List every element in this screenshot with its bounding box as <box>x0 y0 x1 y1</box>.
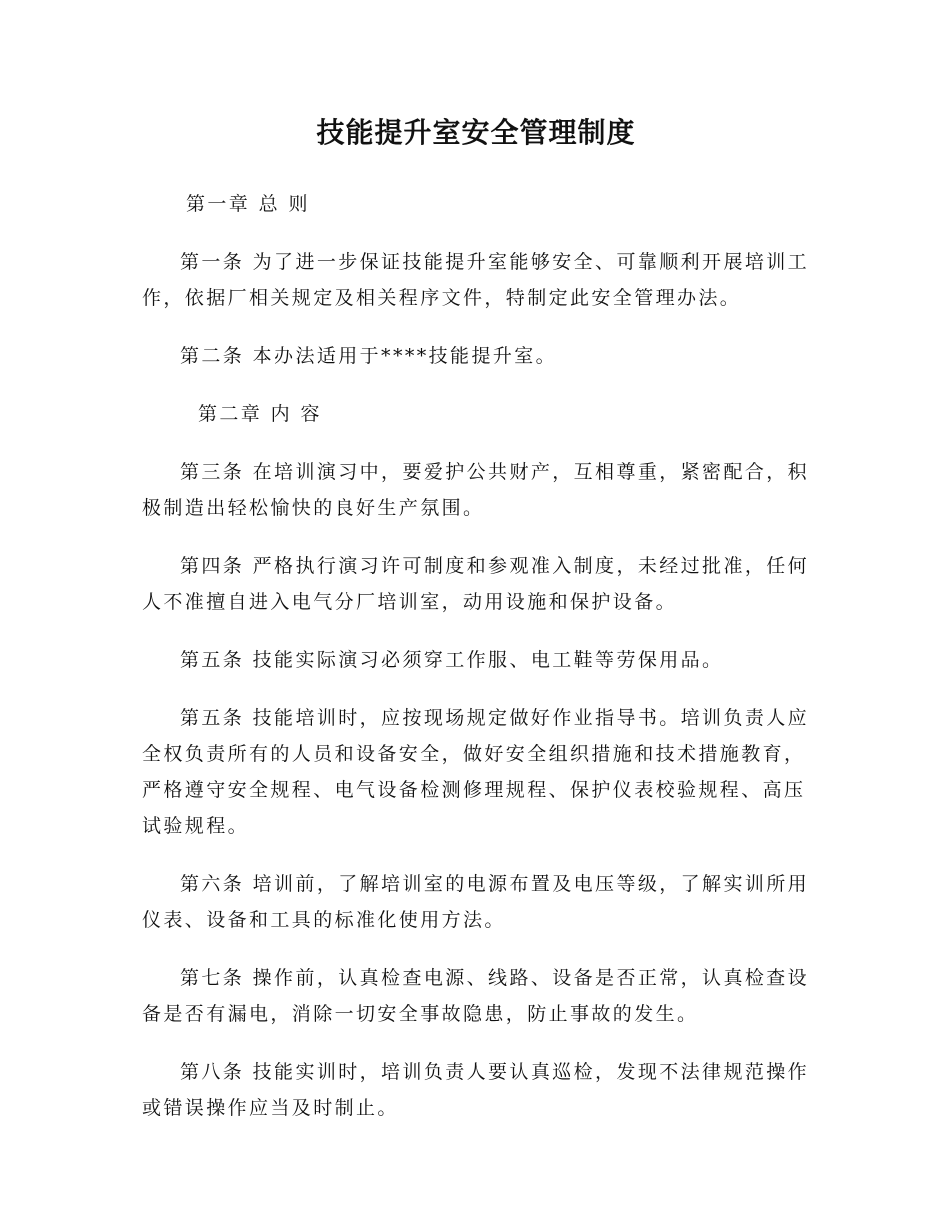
article-3: 第三条 在培训演习中，要爱护公共财产，互相尊重，紧密配合，积极制造出轻松愉快的良好生产氛围。 <box>142 461 810 519</box>
article-8: 第八条 技能实训时，培训负责人要认真巡检，发现不法律规范操作或错误操作应当及时制止。 <box>142 1061 810 1119</box>
document-title: 技能提升室安全管理制度 <box>316 116 636 149</box>
article-5b: 第五条 技能培训时，应按现场规定做好作业指导书。培训负责人应全权负责所有的人员和设备安全，做好安全组织措施和技术措施教育，严格遵守安全规程、电气设备检测修理规程、保护仪表校验规程、高压试验规程。 <box>142 707 810 837</box>
article-7: 第七条 操作前，认真检查电源、线路、设备是否正常，认真检查设备是否有漏电，消除一切安全事故隐患，防止事故的发生。 <box>142 967 810 1025</box>
chapter-heading-1: 第一章 总 则 <box>186 193 310 215</box>
article-6: 第六条 培训前，了解培训室的电源布置及电压等级，了解实训所用仪表、设备和工具的标准化使用方法。 <box>142 873 810 931</box>
article-2: 第二条 本办法适用于****技能提升室。 <box>180 345 558 367</box>
article-4: 第四条 严格执行演习许可制度和参观准入制度，未经过批准，任何人不准擅自进入电气分厂培训室，动用设施和保护设备。 <box>142 555 810 613</box>
article-5a: 第五条 技能实际演习必须穿工作服、电工鞋等劳保用品。 <box>180 649 724 671</box>
article-1: 第一条 为了进一步保证技能提升室能够安全、可靠顺利开展培训工作，依据厂相关规定及相关程序文件，特制定此安全管理办法。 <box>142 251 810 309</box>
chapter-heading-2: 第二章 内 容 <box>198 403 322 425</box>
